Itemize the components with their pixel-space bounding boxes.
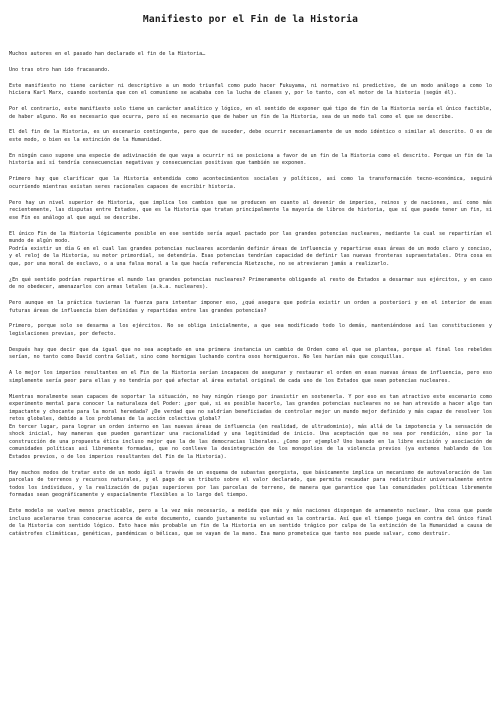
paragraph: Pero aunque en la práctica tuvieran la fuerza para intentar imponer eso, ¿qué asegura que podría existir un orden a posteriori y en el interior de esas futuras áreas de influencia bien definidas y repartidas entre las grandes potencias? (9, 300, 492, 314)
paragraph: Este modelo se vuelve menos practicable, pero a la vez más necesario, a medida que más y más naciones dispongan de armamento nuclear. Una cosa que puede incluso acelerarse tras conocerse acerca de este documento, cuando justamente su voluntad es la contraria. Así que el tiempo juega en contra del único final de la Historia con sentido lógico. Esto hace más probable un fin de la Historia en un sentido trágico por culpa de la extinción de la Humanidad a causa de catástrofes climáticas, genéticas, pandémicas o bélicas, que se vayan de la mano. Esa mano prometeica que tanto nos puede salvar, como destruir. (9, 508, 492, 537)
paragraph: En ningún caso supone una especie de adivinación de que vaya a ocurrir ni se posiciona a favor de un fin de la Historia como el descrito. Porque un fin de la historia así sí tendría consecuencias negativas y consecuencias positivas que también se exponen. (9, 152, 492, 167)
paragraph: El único Fin de la Historia lógicamente posible en ese sentido sería aquel pactado por las grandes potencias nucleares, mediante la cual se repartirían el mundo de algún modo. Podría existir un día G en el cual las grandes potencias nucleares acordarán definir áreas de influencia y repartirse esas áreas de un modo claro y conciso, y el reloj de la Historia, su motor primordial, se detendría. Esas potencias tendrían capacidad de definir las nuevas fronteras supraestatales. Otra cosa es que, por una moral de esclavo, o a una falsa moral a la que hacía referencia Nietzsche, no se atrevieran jamás a realizarlo. (9, 230, 492, 267)
paragraph: Después hay que decir que da igual que no sea aceptado en una primera instancia un cambio de Orden como el que se plantea, porque al final los rebeldes serían, no tanto como David contra Goliat, sino como hormigas luchando contra osos hormigueros. No les harían más que cosquillas. (9, 346, 492, 361)
paragraph: Mientras moralmente sean capaces de soportar la situación, no hay ningún riesgo por inasistir en sostenerla. Y por eso es tan atractivo este escenario como experimento mental para conocer la naturaleza del Poder: ¿por qué, si es posible hacerlo, las grandes potencias nucleares no se han atrevido a hacer algo tan impactante y chocante para la moral heredada? ¿De verdad que no saldrían beneficiadas de controlar mejor un mundo mejor definido y más capaz de resolver los retos globales, debido a los problemas de la acción colectiva global? En tercer lugar, para lograr un orden interno en las nuevas áreas de influencia (en realidad, de ultradominio), más allá de la impotencia y la sensación de shock inicial, hay maneras que pueden garantizar una racionalidad y una legitimidad de inicio. Una aceptación que no sea por rendición, sino por la construcción de una propuesta ética incluso mejor que la de las democracias liberales. ¿Como por ejemplo? Uno basado en la libre escisión y asociación de comunidades políticas así libremente formadas, que no conlleve la desintegración de los monopolios de la violencia previos (ya estemos hablando de los Estados previos, o de los imperios resultantes del Fin de la Historia). (9, 393, 492, 460)
paragraph: Uno tras otro han ido fracasando. (9, 66, 111, 73)
paragraph: Hay muchos modos de tratar esto de un modo ágil a través de un esquema de subastas georgista, que básicamente implica un mecanismo de autovaloración de las parcelas de terrenos y recursos naturales, y el pago de un tributo sobre el valor declarado, que permita recaudar para redistribuir universalmente entre todos los individuos, y la realización de pujas superiores por las parcelas de terreno, de manera que garantice que las comunidades políticas libremente formadas sean geográficamente y espacialmente flexibles a lo largo del tiempo. (9, 469, 492, 499)
paragraph: Muchos autores en el pasado han declarado el fin de la Historia… (9, 51, 206, 57)
paragraph: ¿En qué sentido podrían repartirse el mundo las grandes potencias nucleares? Primeramente obligando al resto de Estados a desarmar sus ejércitos, y en caso de no obedecer, amenazarlos con armas letales (a.k.a. nucleares). (9, 276, 492, 291)
paragraph: El del fin de la Historia, es un escenario contingente, pero que de suceder, debe ocurrir necesariamente de un modo idéntico o similar al descrito. O es de este modo, o bien es la extinción de la Humanidad. (9, 129, 492, 144)
paragraph: Primero hay que clarificar que la Historia entendida como acontecimientos sociales y políticos, así como la transformación tecno-económica, seguirá ocurriendo mientras existan seres racionales capaces de escribir historia. (9, 176, 492, 190)
document-title: Manifiesto por el Fin de la Historia (142, 14, 359, 25)
paragraph: Este manifiesto no tiene carácter ni descriptivo a un modo triunfal como pudo hacer Fukuyama, ni normativo ni predictivo, de un modo análogo a como lo hiciera Karl Marx, cuando sostenía que con el comunismo se acababa con la lucha de clases y, por lo tanto, con el motor de la historia (según él). (9, 82, 492, 97)
paragraph: Por el contrario, este manifiesto solo tiene un carácter analítico y lógico, en el sentido de exponer qué tipo de fin de la Historia sería el único factible, de haber alguno. No es necesario que ocurra, pero sí es necesario que de haber un fin de la Historia, sea de un modo tal como el que se describe. (9, 106, 492, 120)
paragraph: A lo mejor los imperios resultantes en el Fin de la Historia serían incapaces de asegurar y restaurar el orden en esas nuevas áreas de influencia, pero eso simplemente sería peor para ellas y no tendría por qué afectar al área estatal original de cada uno de los Estados que sean potencias nucleares. (9, 370, 492, 384)
paragraph: Primero, porque solo se desarma a los ejércitos. No se obliga inicialmente, a que sea modificado todo lo demás, manteniéndose así las constituciones y legislaciones previas, por defecto. (9, 323, 492, 337)
document-body (9, 51, 492, 538)
paragraph: Pero hay un nivel superior de Historia, que implica los cambios que se producen en cuanto al devenir de imperios, reinos y de naciones, así como más recientemente, las disputas entre Estados, que es la Historia que tratan principalmente la mayoría de libros de historia, que sí que puede tener un fin, si ese Fin es análogo al que aquí se describe. (9, 199, 492, 221)
